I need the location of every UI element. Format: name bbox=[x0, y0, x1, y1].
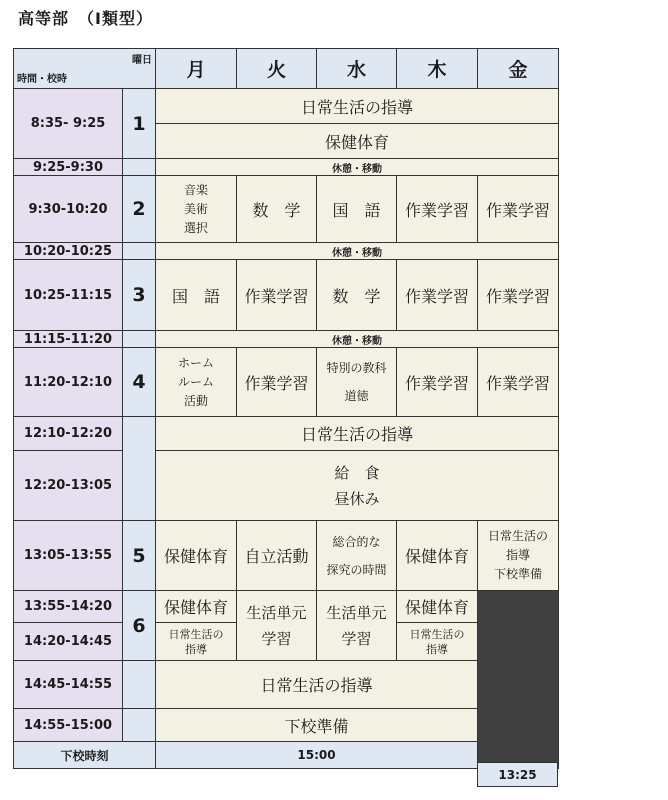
time-cell: 13:05-13:55 bbox=[14, 521, 123, 591]
dismissal-time-mon-thu: 15:00 bbox=[156, 742, 478, 769]
subject-line: 生活単元 bbox=[326, 603, 387, 622]
time-cell: 12:20-13:05 bbox=[14, 451, 123, 521]
period-number: 2 bbox=[123, 176, 156, 243]
subject-cell: 数 学 bbox=[317, 260, 397, 331]
time-cell: 14:45-14:55 bbox=[14, 661, 123, 709]
subject-cell: 自立活動 bbox=[237, 521, 317, 591]
break-cell: 休憩・移動 bbox=[156, 159, 559, 176]
subject-line: 学習 bbox=[261, 629, 292, 648]
subject-line: 音楽 bbox=[183, 182, 208, 197]
day-header-mon: 月 bbox=[156, 49, 237, 89]
jikan-label: 時間・校時 bbox=[17, 74, 67, 85]
subject-cell bbox=[237, 591, 317, 661]
subject-cell: 日常生活の指導 bbox=[156, 89, 559, 124]
period-blank bbox=[123, 709, 156, 742]
subject-cell bbox=[317, 591, 397, 661]
subject-cell: 保健体育 bbox=[397, 591, 478, 623]
period-blank bbox=[123, 243, 156, 260]
subject-cell: 作業学習 bbox=[397, 348, 478, 417]
time-cell: 14:20-14:45 bbox=[14, 623, 123, 661]
table-row bbox=[14, 260, 559, 331]
subject-cell: 国 語 bbox=[317, 176, 397, 243]
subject-cell bbox=[397, 623, 478, 661]
time-cell: 14:55-15:00 bbox=[14, 709, 123, 742]
period-number: 1 bbox=[123, 89, 156, 159]
corner-header bbox=[14, 49, 156, 89]
subject-line: 指導 bbox=[185, 642, 207, 656]
subject-cell bbox=[317, 521, 397, 591]
subject-line: 探究の時間 bbox=[326, 562, 387, 577]
period-blank bbox=[123, 331, 156, 348]
table-row bbox=[14, 521, 559, 591]
day-header-thu: 木 bbox=[397, 49, 478, 89]
period-number: 5 bbox=[123, 521, 156, 591]
day-header-tue: 火 bbox=[237, 49, 317, 89]
subject-line: ルーム bbox=[177, 374, 214, 389]
period-blank bbox=[123, 661, 156, 709]
dark-empty-cell bbox=[478, 591, 559, 769]
subject-line: 指導 bbox=[426, 642, 448, 656]
time-cell: 13:55-14:20 bbox=[14, 591, 123, 623]
subject-line: 下校準備 bbox=[493, 567, 542, 581]
yobi-label: 曜日 bbox=[132, 55, 152, 66]
time-cell: 9:30-10:20 bbox=[14, 176, 123, 243]
subject-line: 道徳 bbox=[344, 389, 369, 403]
period-number: 3 bbox=[123, 260, 156, 331]
period-number: 4 bbox=[123, 348, 156, 417]
time-cell: 12:10-12:20 bbox=[14, 417, 123, 451]
subject-cell: 保健体育 bbox=[397, 521, 478, 591]
period-number: 6 bbox=[123, 591, 156, 661]
subject-cell bbox=[317, 348, 397, 417]
subject-cell: 作業学習 bbox=[237, 348, 317, 417]
subject-cell: 保健体育 bbox=[156, 591, 237, 623]
subject-cell: 作業学習 bbox=[397, 176, 478, 243]
break-cell: 休憩・移動 bbox=[156, 331, 559, 348]
time-cell: 8:35- 9:25 bbox=[14, 89, 123, 159]
dismissal-label: 下校時刻 bbox=[14, 742, 156, 769]
break-row bbox=[14, 331, 559, 348]
subject-cell: 作業学習 bbox=[478, 348, 559, 417]
subject-cell bbox=[478, 521, 559, 591]
subject-cell bbox=[156, 623, 237, 661]
time-cell: 11:15-11:20 bbox=[14, 331, 123, 348]
timetable bbox=[13, 48, 559, 769]
time-cell: 11:20-12:10 bbox=[14, 348, 123, 417]
subject-line: 美術 bbox=[183, 201, 208, 216]
subject-cell bbox=[156, 176, 237, 243]
subject-cell: 国 語 bbox=[156, 260, 237, 331]
subject-line: 日常生活の bbox=[168, 627, 224, 641]
break-cell: 休憩・移動 bbox=[156, 243, 559, 260]
subject-line: 特別の教科 bbox=[326, 361, 387, 375]
subject-cell: 日常生活の指導 bbox=[156, 417, 559, 451]
subject-line: 活動 bbox=[183, 393, 208, 408]
time-cell: 9:25-9:30 bbox=[14, 159, 123, 176]
subject-line: 指導 bbox=[505, 548, 530, 562]
subject-cell: 下校準備 bbox=[156, 709, 478, 742]
period-blank bbox=[123, 417, 156, 521]
subject-cell: 数 学 bbox=[237, 176, 317, 243]
subject-line: 昼休み bbox=[334, 489, 380, 508]
table-row bbox=[14, 661, 559, 709]
day-header-fri: 金 bbox=[478, 49, 559, 89]
subject-cell: 日常生活の指導 bbox=[156, 661, 478, 709]
time-cell: 10:25-11:15 bbox=[14, 260, 123, 331]
subject-line: 生活単元 bbox=[246, 603, 307, 622]
table-row bbox=[14, 709, 559, 742]
subject-line: 日常生活の bbox=[487, 529, 548, 543]
header-row bbox=[14, 49, 559, 89]
day-header-wed: 水 bbox=[317, 49, 397, 89]
break-row bbox=[14, 243, 559, 260]
subject-cell bbox=[156, 348, 237, 417]
table-row bbox=[14, 176, 559, 243]
subject-cell: 保健体育 bbox=[156, 124, 559, 159]
subject-cell: 作業学習 bbox=[478, 176, 559, 243]
page-title: 高等部 （Ⅰ類型） bbox=[18, 9, 153, 28]
table-row bbox=[14, 451, 559, 521]
subject-line: 学習 bbox=[341, 629, 372, 648]
subject-cell bbox=[156, 451, 559, 521]
time-cell: 10:20-10:25 bbox=[14, 243, 123, 260]
table-row bbox=[14, 591, 559, 623]
table-row bbox=[14, 89, 559, 124]
subject-cell: 作業学習 bbox=[478, 260, 559, 331]
dismissal-time-fri: 13:25 bbox=[477, 762, 558, 787]
table-row bbox=[14, 348, 559, 417]
subject-line: 給 食 bbox=[334, 463, 380, 482]
subject-cell: 作業学習 bbox=[397, 260, 478, 331]
table-row bbox=[14, 417, 559, 451]
break-row bbox=[14, 159, 559, 176]
subject-line: 選択 bbox=[183, 220, 208, 235]
subject-cell: 作業学習 bbox=[237, 260, 317, 331]
subject-cell: 保健体育 bbox=[156, 521, 237, 591]
subject-line: 総合的な bbox=[332, 534, 381, 549]
period-blank bbox=[123, 159, 156, 176]
subject-line: 日常生活の bbox=[409, 627, 465, 641]
subject-line: ホーム bbox=[177, 355, 214, 370]
